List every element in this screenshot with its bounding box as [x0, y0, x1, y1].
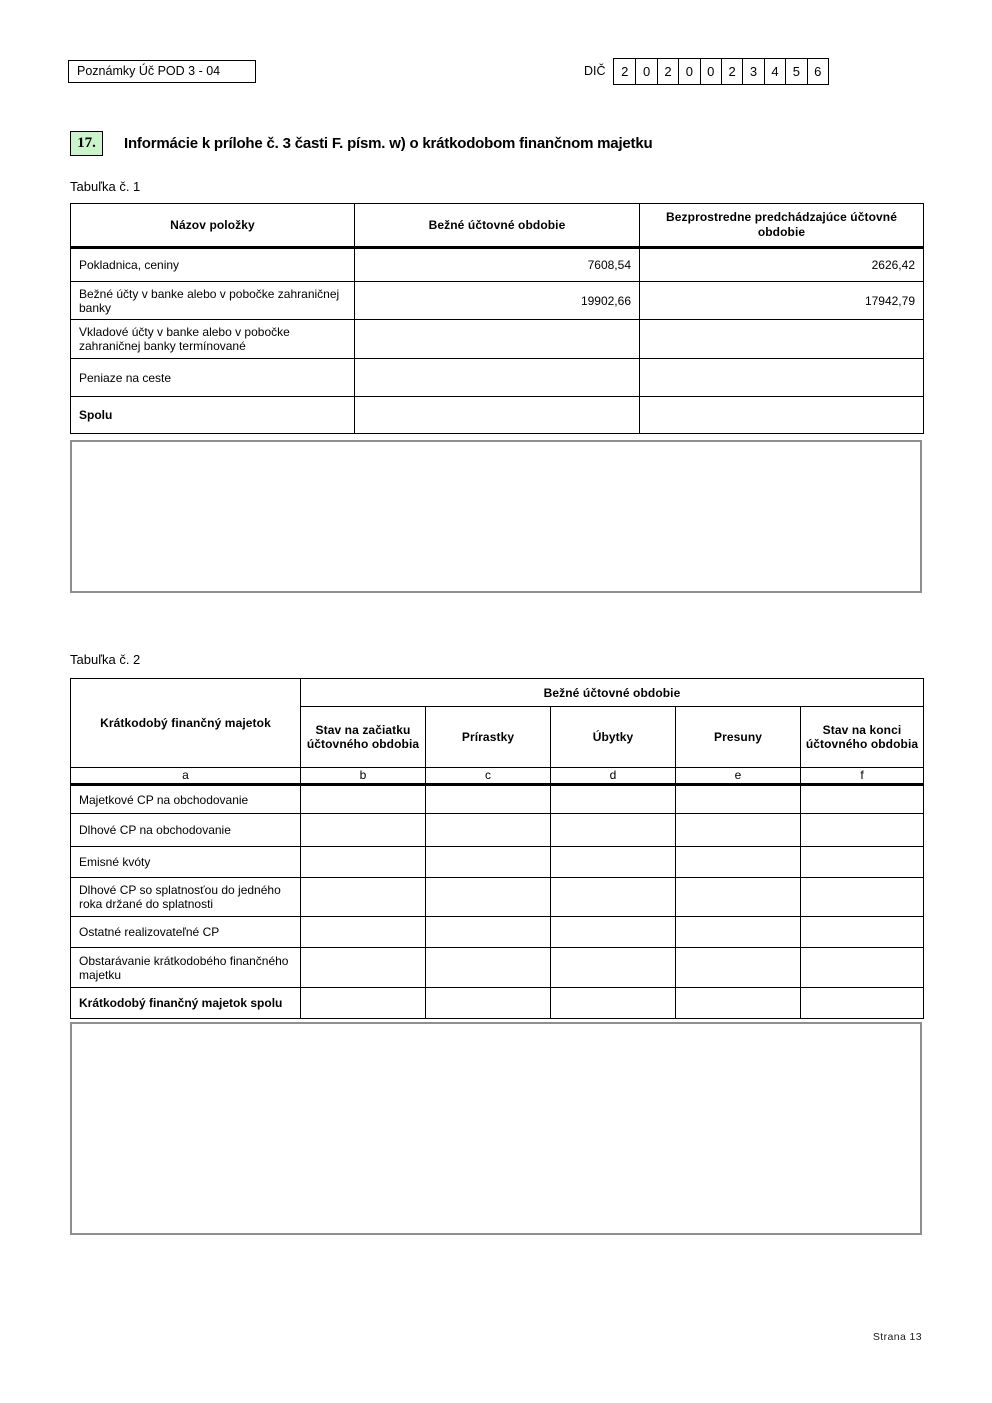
table2-group-header: Bežné účtovné obdobie [301, 679, 924, 707]
table-row [71, 948, 924, 988]
table1-col-bezne: Bežné účtovné obdobie [355, 204, 640, 248]
column-letter-cell: e [676, 768, 801, 785]
table2-col-koniec: Stav na konci účtovného obdobia [801, 707, 924, 768]
table-row [71, 814, 924, 847]
table2-letter-row [71, 768, 924, 785]
section-number-badge: 17. [70, 131, 103, 156]
value-cell [301, 878, 426, 917]
table2-col-ubytky: Úbytky [551, 707, 676, 768]
value-cell [551, 814, 676, 847]
value-cell [801, 948, 924, 988]
dic-digit: 4 [764, 59, 785, 84]
table-row [71, 320, 924, 359]
value-cell [551, 988, 676, 1019]
value-cell [676, 814, 801, 847]
dic-grid [613, 58, 829, 85]
previous-period-cell [640, 359, 924, 397]
value-cell [801, 814, 924, 847]
current-period-cell [355, 397, 640, 434]
dic-digit: 2 [657, 59, 678, 84]
table-row [71, 917, 924, 948]
value-cell [551, 917, 676, 948]
current-period-cell [355, 320, 640, 359]
value-cell [676, 917, 801, 948]
table2-row-header: Krátkodobý finančný majetok [71, 679, 301, 768]
row-label-cell: Dlhové CP na obchodovanie [71, 814, 301, 847]
table-row [71, 847, 924, 878]
table1-col-predchadzajuce: Bezprostredne predchádzajúce účtovné obdobie [640, 204, 924, 248]
value-cell [676, 988, 801, 1019]
column-letter-cell: a [71, 768, 301, 785]
table2-col-prirastky: Prírastky [426, 707, 551, 768]
row-label-cell: Vkladové účty v banke alebo v pobočke zahraničnej banky termínované [71, 320, 355, 359]
column-letter-cell: c [426, 768, 551, 785]
table2-note-box [70, 1022, 922, 1235]
dic-digit: 0 [678, 59, 699, 84]
column-letter-cell: b [301, 768, 426, 785]
table2-caption: Tabuľka č. 2 [70, 652, 141, 667]
table2-body [71, 785, 924, 1019]
value-cell [801, 785, 924, 814]
value-cell [426, 814, 551, 847]
page-number: Strana 13 [872, 1331, 922, 1343]
row-label-cell: Spolu [71, 397, 355, 434]
value-cell [301, 847, 426, 878]
current-period-cell: 7608,54 [355, 248, 640, 282]
table1-note-box [70, 440, 922, 593]
table2-col-presuny: Presuny [676, 707, 801, 768]
section-title: Informácie k prílohe č. 3 časti F. písm. w) o krátkodobom finančnom majetku [124, 135, 653, 152]
value-cell [551, 785, 676, 814]
value-cell [801, 988, 924, 1019]
table1-caption: Tabuľka č. 1 [70, 179, 141, 194]
value-cell [301, 948, 426, 988]
dic-digit: 6 [807, 59, 828, 84]
row-label-cell: Dlhové CP so splatnosťou do jedného roka držané do splatnosti [71, 878, 301, 917]
table2-group-header-row [71, 679, 924, 707]
dic-digit: 0 [700, 59, 721, 84]
table-row [71, 282, 924, 320]
value-cell [426, 917, 551, 948]
value-cell [676, 785, 801, 814]
table1-header-row [71, 204, 924, 248]
value-cell [426, 847, 551, 878]
value-cell [551, 948, 676, 988]
table-row [71, 359, 924, 397]
dic-digit: 0 [635, 59, 656, 84]
row-label-cell: Pokladnica, ceniny [71, 248, 355, 282]
previous-period-cell: 17942,79 [640, 282, 924, 320]
value-cell [551, 878, 676, 917]
table1-col-nazov: Názov položky [71, 204, 355, 248]
value-cell [301, 814, 426, 847]
value-cell [801, 847, 924, 878]
table1-body [71, 248, 924, 434]
current-period-cell: 19902,66 [355, 282, 640, 320]
table-row [71, 878, 924, 917]
table-row [71, 397, 924, 434]
value-cell [301, 917, 426, 948]
value-cell [551, 847, 676, 878]
value-cell [801, 878, 924, 917]
value-cell [676, 847, 801, 878]
row-label-cell: Emisné kvóty [71, 847, 301, 878]
value-cell [801, 917, 924, 948]
previous-period-cell: 2626,42 [640, 248, 924, 282]
value-cell [301, 988, 426, 1019]
dic-digit: 3 [742, 59, 763, 84]
table-row [71, 248, 924, 282]
dic-digit: 2 [621, 64, 629, 79]
form-code-box: Poznámky Úč POD 3 - 04 [68, 60, 256, 83]
row-label-cell: Ostatné realizovateľné CP [71, 917, 301, 948]
value-cell [676, 878, 801, 917]
column-letter-cell: d [551, 768, 676, 785]
dic-digit: 2 [721, 59, 742, 84]
value-cell [426, 988, 551, 1019]
value-cell [426, 785, 551, 814]
row-label-cell: Obstarávanie krátkodobého finančného majetku [71, 948, 301, 988]
table-row [71, 988, 924, 1019]
row-label-cell: Majetkové CP na obchodovanie [71, 785, 301, 814]
table-row [71, 785, 924, 814]
previous-period-cell [640, 397, 924, 434]
row-label-cell: Peniaze na ceste [71, 359, 355, 397]
row-label-cell: Krátkodobý finančný majetok spolu [71, 988, 301, 1019]
table2-col-zaciatok: Stav na začiatku účtovného obdobia [301, 707, 426, 768]
current-period-cell [355, 359, 640, 397]
value-cell [426, 878, 551, 917]
value-cell [676, 948, 801, 988]
column-letter-cell: f [801, 768, 924, 785]
row-label-cell: Bežné účty v banke alebo v pobočke zahraničnej banky [71, 282, 355, 320]
value-cell [426, 948, 551, 988]
table1 [70, 203, 924, 434]
value-cell [301, 785, 426, 814]
previous-period-cell [640, 320, 924, 359]
table2 [70, 678, 924, 1019]
dic-label: DIČ [584, 64, 606, 78]
dic-digit: 5 [785, 59, 806, 84]
